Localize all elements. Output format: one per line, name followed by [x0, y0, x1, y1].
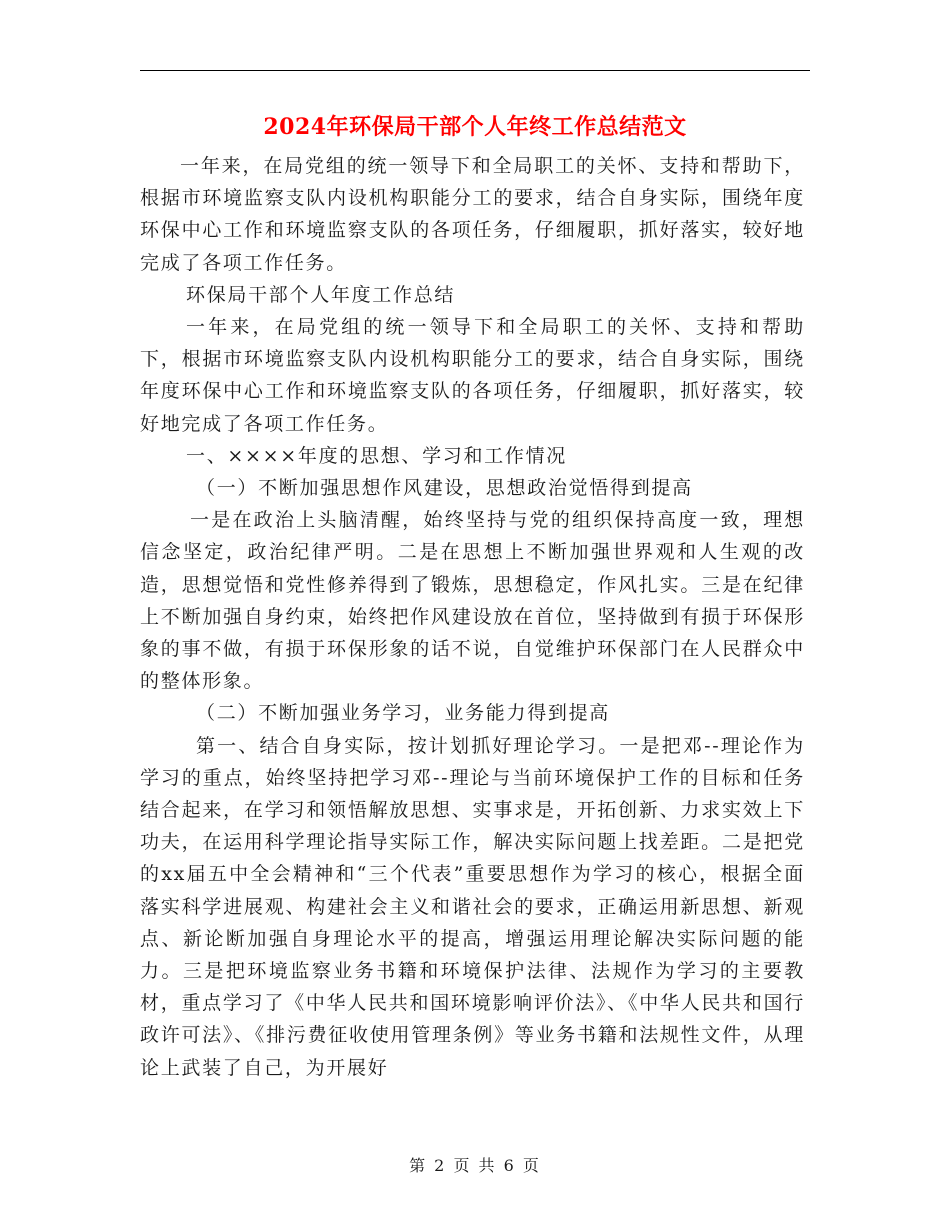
- paragraph-political: 一是在政治上头脑清醒，始终坚持与党的组织保持高度一致，理想信念坚定，政治纪律严明。二是在思想上不断加强世界观和人生观的改造，思想觉悟和党性修养得到了锻炼，思想稳定，作风扎实。三是在纪律上不断加强自身约束，始终把作风建设放在首位，坚持做到有损于环保形象的事不做，有损于环保形象的话不说，自觉维护环保部门在人民群众中的整体形象。: [140, 509, 805, 693]
- paragraph-subtitle: 环保局干部个人年度工作总结: [186, 283, 456, 306]
- paragraph-intro: 一年来，在局党组的统一领导下和全局职工的关怀、支持和帮助下，根据市环境监察支队内设机构职能分工的要求，结合自身实际，围绕年度环保中心工作和环境监察支队的各项任务，仔细履职，抓好落实，较好地完成了各项工作任务。: [140, 155, 805, 274]
- document-body: [140, 150, 805, 1084]
- section-heading-one: 一、××××年度的思想、学习和工作情况: [186, 444, 567, 467]
- page-number: 第 2 页 共 6 页: [409, 1156, 541, 1175]
- header-rule: [140, 70, 810, 71]
- subsection-heading-one: （一）不断加强思想作风建设，思想政治觉悟得到提高: [196, 477, 693, 500]
- document-title: 2024年环保局干部个人年终工作总结范文: [263, 114, 687, 140]
- paragraph-intro-repeat: 一年来，在局党组的统一领导下和全局职工的关怀、支持和帮助下，根据市环境监察支队内设机构职能分工的要求，结合自身实际，围绕年度环保中心工作和环境监察支队的各项任务，仔细履职，抓好落实，较好地完成了各项工作任务。: [140, 316, 805, 435]
- paragraph-study: 第一、结合自身实际，按计划抓好理论学习。一是把邓--理论作为学习的重点，始终坚持把学习邓--理论与当前环境保护工作的目标和任务结合起来，在学习和领悟解放思想、实事求是，开拓创新、力求实效上下功夫，在运用科学理论指导实际工作，解决实际问题上找差距。二是把党的xx届五中全会精神和“三个代表”重要思想作为学习的核心，根据全面落实科学进展观、构建社会主义和谐社会的要求，正确运用新思想、新观点、新论断加强自身理论水平的提高，增强运用理论解决实际问题的能力。三是把环境监察业务书籍和环境保护法律、法规作为学习的主要教材，重点学习了《中华人民共和国环境影响评价法》、《中华人民共和国行政许可法》、《排污费征收使用管理条例》等业务书籍和法规性文件，从理论上武装了自己，为开展好: [140, 734, 805, 1079]
- subsection-heading-two: （二）不断加强业务学习，业务能力得到提高: [196, 702, 611, 725]
